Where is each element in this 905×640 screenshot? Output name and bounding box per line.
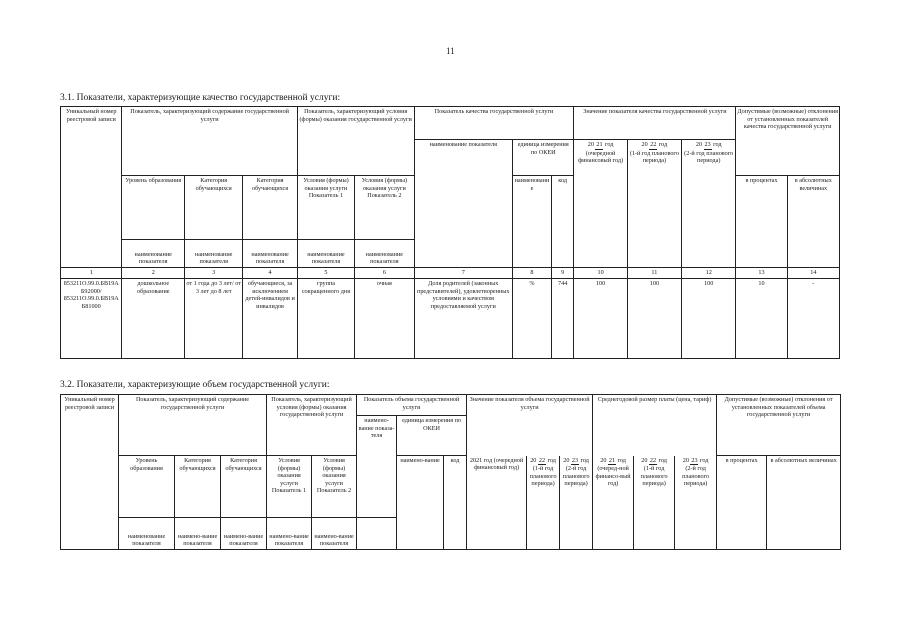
header-unit-code: код (444, 456, 467, 550)
column-number: 13 (736, 268, 787, 279)
header-year-3: 20 23 год (2-й год планового периода) (682, 140, 736, 268)
header-absolute: в абсолютных величинах (767, 456, 841, 550)
header-vol-year-3: 20 23 год (2-й год планового периода) (560, 456, 593, 550)
header-fee-year-2: 20 22 год (1-й год планового периода) (634, 456, 675, 550)
header-quality-value: Значение показателя качества государственной услуги (574, 107, 736, 140)
header-unique-record: Уникальный номер реестровой записи (61, 395, 119, 550)
cell-record: 853211О.99.0.БВ19АБ92000/ 853211О.99.0.БВ19АБ81000 (61, 279, 122, 359)
header-content-group: Показатель, характеризующий содержание государственной услуги (122, 107, 297, 140)
volume-table (60, 394, 841, 550)
column-number: 3 (185, 268, 243, 279)
header-unit: единица измерения по ОКЕИ (397, 416, 467, 456)
column-number: 10 (574, 268, 627, 279)
header-unit-name: наимено-вание (397, 456, 444, 550)
section-2-title: 3.2. Показатели, характеризующие объем государственной услуги: (60, 380, 330, 390)
header-unique-record: Уникальный номер реестровой записи (61, 107, 122, 268)
header-vol-year-2: 20 22 год (1-й год планового периода) (527, 456, 560, 550)
header-conditions-group: Показатель, характеризующий условия (формы) оказания государственной услуги (297, 107, 414, 140)
header-allowed-deviation: Допустимые (возможные) отклонения от установленных показателей объема государственной услуги (717, 395, 841, 456)
header-name-indicator: наименование показателя (355, 240, 414, 268)
cell-value-3: 100 (682, 279, 736, 359)
header-volume-indicator: Показатель объема государственной услуги (357, 395, 467, 416)
column-number: 5 (297, 268, 354, 279)
column-number: 8 (512, 268, 551, 279)
header-unit: единица измерения по ОКЕИ (512, 140, 573, 176)
header-category-2: Категория обучающихся (243, 176, 297, 240)
column-number: 14 (787, 268, 839, 279)
header-name-indicator: наименование показателя (297, 240, 354, 268)
header-level: Уровень образования (119, 456, 175, 518)
header-content-group: Показатель, характеризующий содержание государственной услуги (119, 395, 267, 416)
header-allowed-deviation: Допустимые (возможные) отклонения от установленных показателей качества государственной услуги (736, 107, 840, 176)
header-name-indicator: наимено-вание показателя (312, 518, 357, 550)
column-numbers-row (61, 268, 840, 279)
header-name-indicator: наимено-вание показателя (267, 518, 312, 550)
cell-unit-code: 744 (551, 279, 574, 359)
header-category-2: Категория обучающихся (221, 456, 267, 518)
header-unit-code: код (551, 176, 574, 268)
table-row (61, 279, 840, 359)
header-level: Уровень образования (122, 176, 185, 240)
page-number: 11 (446, 46, 455, 56)
header-quality-indicator: Показатель качества государственной услуги (414, 107, 574, 140)
header-name-indicator: наимено-вание показателя (175, 518, 221, 550)
header-category-1: Категория обучающихся (175, 456, 221, 518)
header-unit-name: наименование (512, 176, 551, 268)
header-fee-year-3: 20 23 год (2-й год планового периода) (675, 456, 717, 550)
cell-condition-1: группа сокращенного дня (297, 279, 354, 359)
header-condition-1: Условия (формы) оказания услуги Показатель 1 (297, 176, 354, 240)
quality-table (60, 106, 840, 359)
header-fee-year-1: 20 21 год (очеред-ной финансо-вый год) (593, 456, 634, 550)
header-condition-2: Условия (формы) оказания услуги Показатель 2 (312, 456, 357, 518)
header-indicator-name: наимено-вание показа-теля (357, 416, 397, 518)
column-number: 7 (414, 268, 512, 279)
cell-deviation-absolute: - (787, 279, 839, 359)
header-percent: в процентах (717, 456, 767, 550)
cell-unit-name: % (512, 279, 551, 359)
column-number: 2 (122, 268, 185, 279)
header-year-1: 20 21 год (очередной финансовый год) (574, 140, 627, 268)
cell-value-1: 100 (574, 279, 627, 359)
header-name-indicator: наименование показателя (122, 240, 185, 268)
header-name-indicator: наименование показателя (243, 240, 297, 268)
header-category-1: Категория обучающихся (185, 176, 243, 240)
column-number: 9 (551, 268, 574, 279)
header-avg-fee: Среднегодовой размер платы (цена, тариф) (593, 395, 717, 456)
header-absolute: в абсолютных величинах (787, 176, 839, 268)
header-year-2: 20 22 год (1-й год планового периода) (627, 140, 681, 268)
header-conditions-group: Показатель, характеризующий условия (формы) оказания государственной услуги (267, 395, 357, 456)
column-number: 11 (627, 268, 681, 279)
header-indicator-name: наименование показателя (414, 140, 512, 268)
header-name-indicator: наименование показателя (185, 240, 243, 268)
cell-condition-2: очная (355, 279, 414, 359)
column-number: 6 (355, 268, 414, 279)
header-condition-2: Условия (формы) оказания услуги Показатель 2 (355, 176, 414, 240)
cell-category-1: от 1 года до 3 лет/ от 3 лет до 8 лет (185, 279, 243, 359)
column-number: 1 (61, 268, 122, 279)
header-condition-1: Условия (формы) оказания услуги Показатель 1 (267, 456, 312, 518)
cell-category-2: обучающиеся, за исключением детей-инвалидов и инвалидов (243, 279, 297, 359)
cell-indicator: Доля родителей (законных представителей), удовлетворенных условиями и качеством предоставляемой услуги (414, 279, 512, 359)
column-number: 12 (682, 268, 736, 279)
header-volume-value: Значение показателя объема государственной услуги (467, 395, 593, 456)
cell-deviation-percent: 10 (736, 279, 787, 359)
section-1-title: 3.1. Показатели, характеризующие качество государственной услуги: (60, 93, 341, 103)
header-percent: в процентах (736, 176, 787, 268)
cell-level: дошкольное образование (122, 279, 185, 359)
header-vol-year-1: 2021 год (очередной финансовый год) (467, 456, 527, 550)
header-name-indicator: наименование показателя (119, 518, 175, 550)
header-name-indicator: наимено-вание показателя (221, 518, 267, 550)
column-number: 4 (243, 268, 297, 279)
cell-value-2: 100 (627, 279, 681, 359)
